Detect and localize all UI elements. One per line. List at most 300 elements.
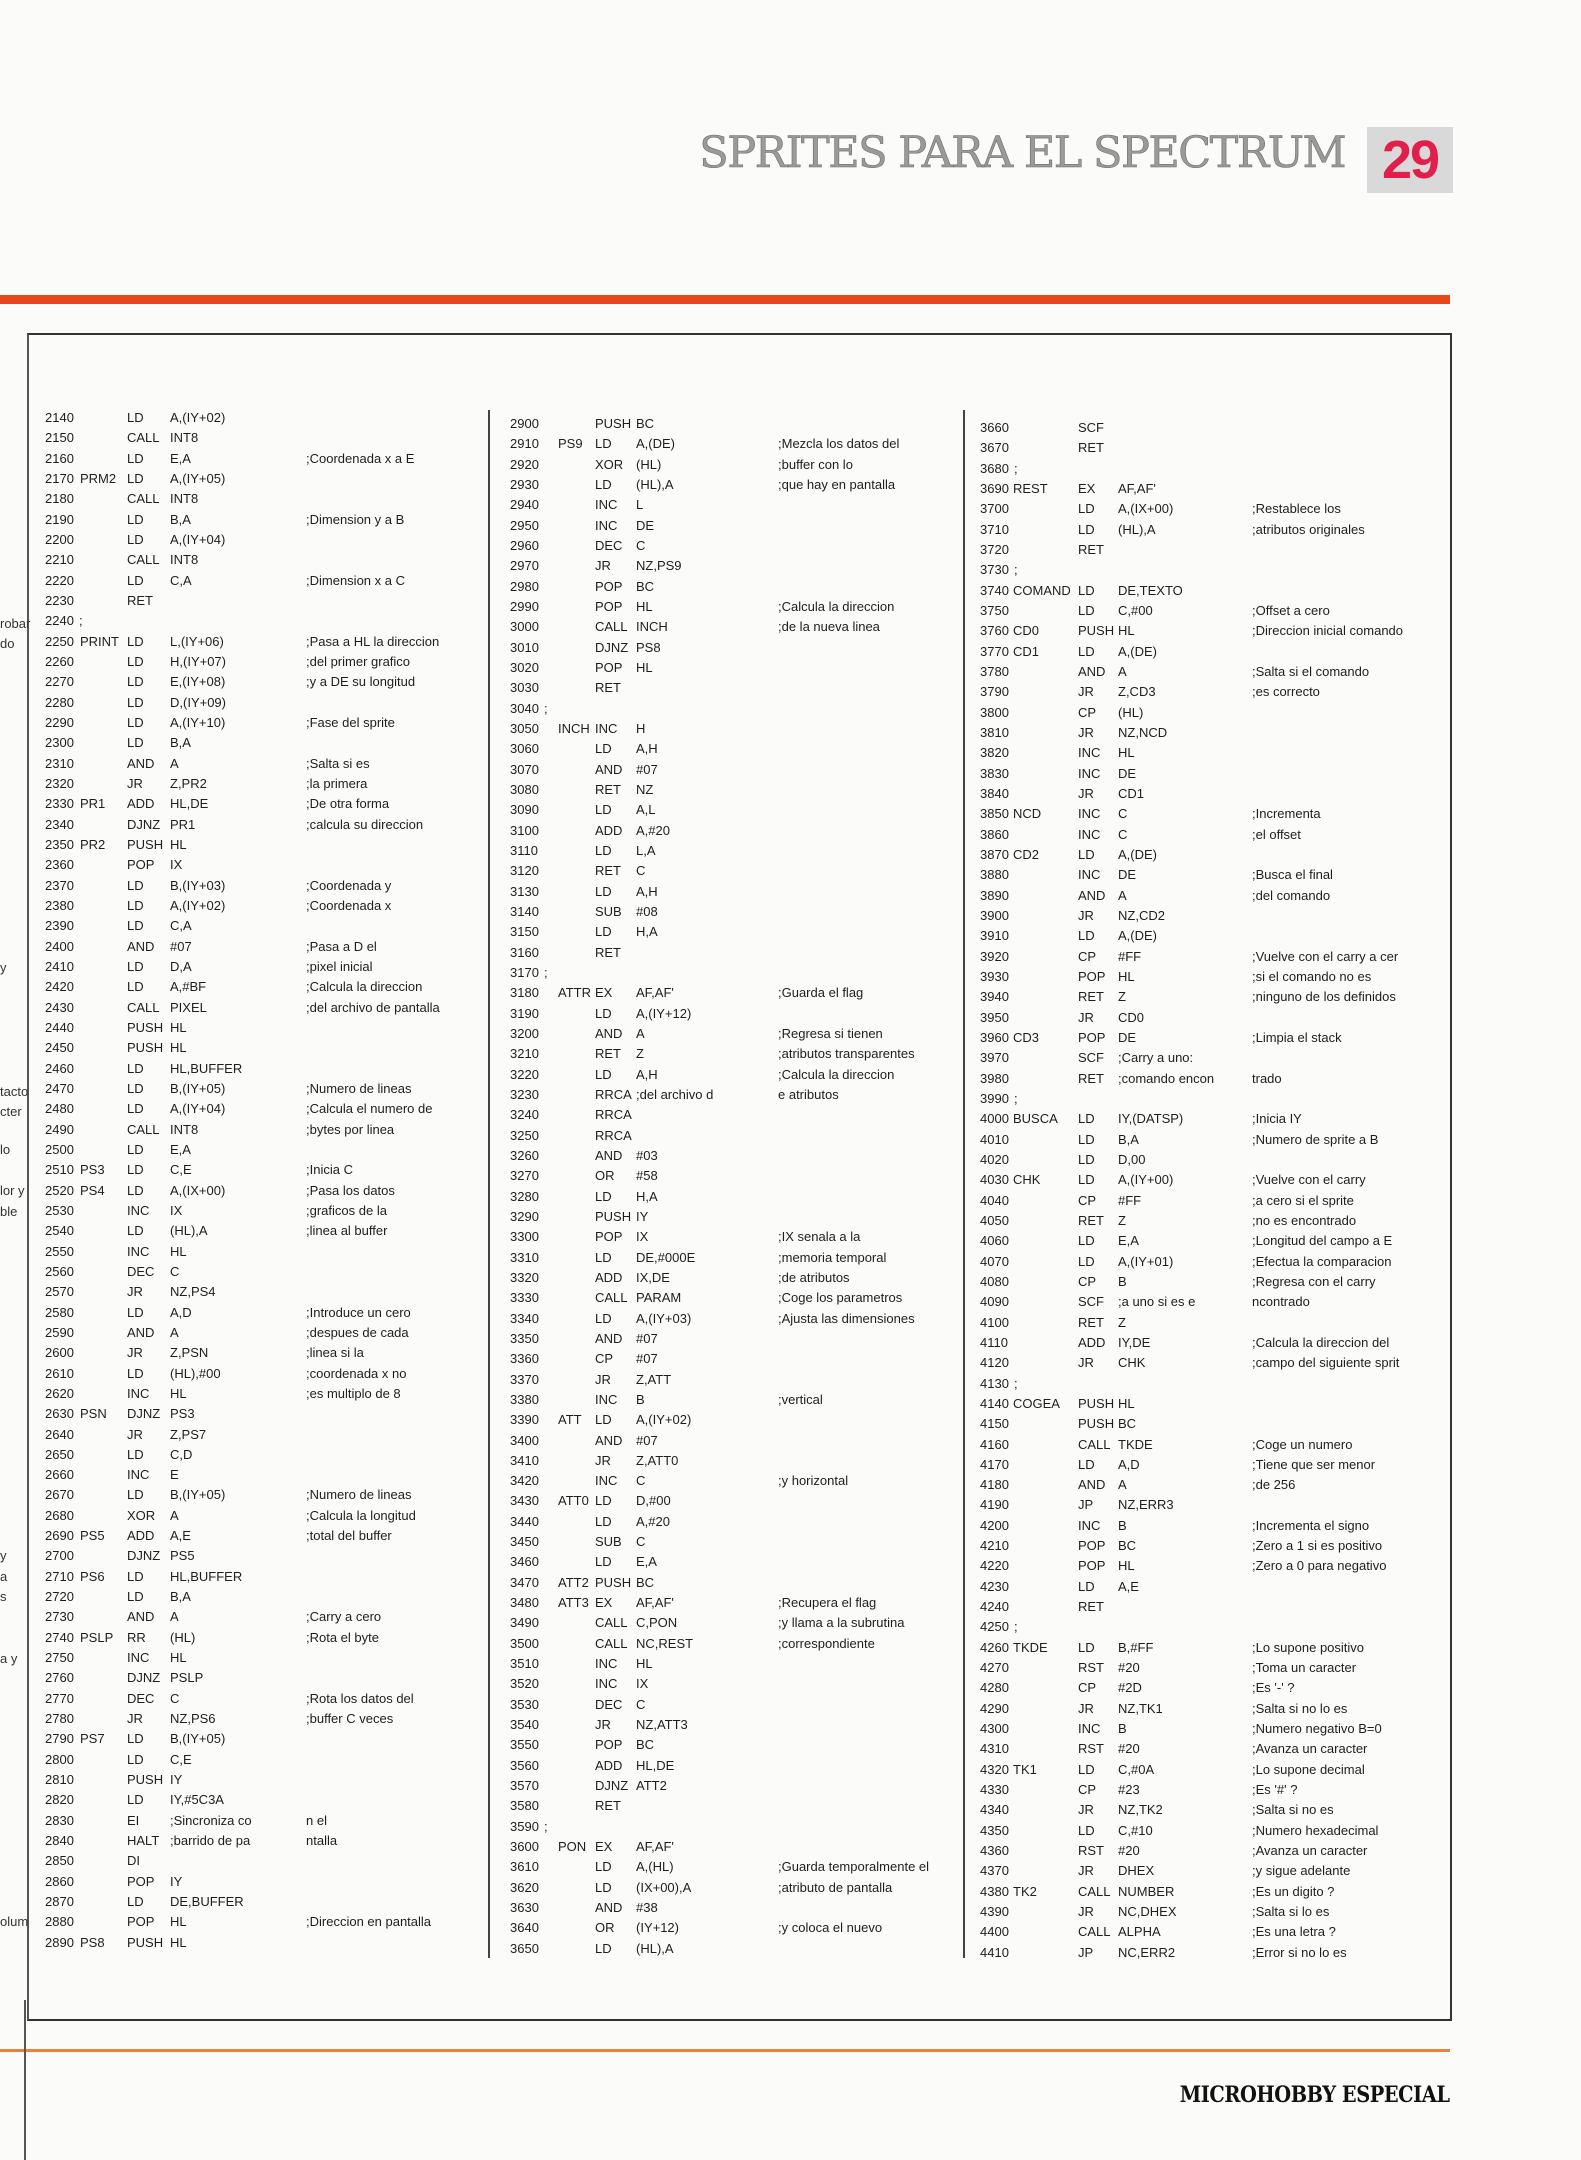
mnemonic: PUSH	[127, 836, 164, 852]
label: ATT2	[558, 1574, 589, 1590]
operand: A,(HL)	[636, 1859, 674, 1875]
line-number: 2200	[45, 531, 74, 547]
operand: A,(IY+04)	[170, 1101, 226, 1117]
line-number: 2940	[510, 497, 539, 513]
operand: CD1	[1118, 785, 1145, 801]
label: ATT3	[558, 1595, 589, 1611]
mnemonic: RST	[1078, 1741, 1104, 1757]
comment: ;Numero de lineas	[306, 1487, 412, 1503]
operand: NZ,PS6	[170, 1711, 216, 1727]
line-number: 4040	[980, 1192, 1009, 1208]
comment: ;Salta si el comando	[1252, 663, 1370, 679]
operand: NUMBER	[1118, 1883, 1175, 1899]
line-number: 2990	[510, 598, 539, 614]
mnemonic: INC	[1078, 1721, 1101, 1737]
mnemonic: LD	[595, 1940, 612, 1956]
operand: A	[636, 1025, 645, 1041]
comment: ;Salta si lo es	[1252, 1904, 1330, 1920]
line-number: 3690	[980, 480, 1009, 496]
mnemonic: RET	[595, 863, 621, 879]
mnemonic: LD	[1078, 602, 1095, 618]
line-number: 3910	[980, 928, 1009, 944]
operand: Z	[1118, 989, 1126, 1005]
line-number: 3960	[980, 1029, 1009, 1045]
line-number: 2860	[45, 1873, 74, 1889]
operand: #38	[636, 1900, 658, 1916]
comment: ;calcula su direccion	[306, 816, 424, 832]
line-number: 3330	[510, 1290, 539, 1306]
operand: IX	[636, 1676, 649, 1692]
line-number: 3130	[510, 883, 539, 899]
operand: NZ,PS4	[170, 1284, 216, 1300]
operand: IY	[170, 1772, 183, 1788]
line-number: 4160	[980, 1436, 1009, 1452]
margin-fragment: lo	[0, 1142, 11, 1157]
mnemonic: JR	[1078, 1355, 1094, 1371]
line-number: 3810	[980, 724, 1009, 740]
line-number: 3930	[980, 968, 1009, 984]
line-number: 3000	[510, 619, 539, 635]
line-number: 4400	[980, 1924, 1009, 1940]
comment: ;Pasa a D el	[306, 938, 377, 954]
operand: INCH	[636, 619, 668, 635]
mnemonic: LD	[595, 883, 612, 899]
mnemonic: INC	[595, 1656, 618, 1672]
mnemonic: INC	[595, 1473, 618, 1489]
line-number: 2680	[45, 1507, 74, 1523]
line-number: 3570	[510, 1778, 539, 1794]
operand: C,E	[170, 1162, 192, 1178]
margin-fragment: lor y	[0, 1183, 25, 1198]
line-number: 4170	[980, 1456, 1009, 1472]
label: CD3	[1013, 1029, 1040, 1045]
operand: NC,REST	[636, 1635, 694, 1651]
mnemonic: LD	[127, 1141, 144, 1157]
operand: C	[170, 1263, 180, 1279]
comment: ;Ajusta las dimensiones	[778, 1310, 915, 1326]
mnemonic: JR	[595, 1717, 611, 1733]
line-number: 2190	[45, 511, 74, 527]
comment: ncontrado	[1252, 1294, 1310, 1310]
line-number: 2410	[45, 958, 74, 974]
line-number: 3980	[980, 1070, 1009, 1086]
mnemonic: OR	[595, 1168, 615, 1184]
operand: DE	[1118, 867, 1137, 883]
line-number: 2850	[45, 1853, 74, 1869]
line-number: 3020	[510, 659, 539, 675]
label: ;	[1014, 562, 1018, 578]
mnemonic: POP	[595, 659, 623, 675]
mnemonic: AND	[127, 1609, 155, 1625]
operand: #FF	[1118, 948, 1142, 964]
line-number: 2780	[45, 1711, 74, 1727]
mnemonic: EX	[595, 1595, 613, 1611]
line-number: 3370	[510, 1371, 539, 1387]
mnemonic: INC	[595, 517, 618, 533]
operand: A,(DE)	[1118, 846, 1157, 862]
line-number: 4080	[980, 1273, 1009, 1289]
line-number: 3800	[980, 704, 1009, 720]
mnemonic: LD	[127, 633, 144, 649]
mnemonic: CP	[1078, 1680, 1097, 1696]
line-number: 3340	[510, 1310, 539, 1326]
comment: ;Calcula la longitud	[306, 1507, 416, 1523]
line-number: 2170	[45, 470, 74, 486]
mnemonic: RET	[1078, 1599, 1104, 1615]
operand: C	[636, 1473, 646, 1489]
operand: INT8	[170, 552, 199, 568]
label: REST	[1013, 480, 1048, 496]
comment: ;linea al buffer	[306, 1223, 388, 1239]
mnemonic: ADD	[595, 1757, 623, 1773]
mnemonic: LD	[1078, 846, 1095, 862]
operand: IY,(DATSP)	[1118, 1111, 1184, 1127]
label: TK1	[1013, 1761, 1037, 1777]
operand: A,L	[636, 802, 656, 818]
operand: NZ,ATT3	[636, 1717, 688, 1733]
comment: ;del comando	[1252, 887, 1331, 903]
operand: #07	[170, 938, 192, 954]
mnemonic: JR	[127, 1284, 143, 1300]
line-number: 3650	[510, 1940, 539, 1956]
operand: Z	[1118, 1212, 1126, 1228]
mnemonic: LD	[1078, 1578, 1095, 1594]
line-number: 2380	[45, 897, 74, 913]
line-number: 2420	[45, 979, 74, 995]
mnemonic: HALT	[127, 1833, 160, 1849]
operand: A,(IY+02)	[170, 897, 226, 913]
line-number: 3290	[510, 1208, 539, 1224]
label: PRM2	[80, 470, 117, 486]
comment: ;Vuelve con el carry a cer	[1252, 948, 1399, 964]
line-number: 2760	[45, 1670, 74, 1686]
operand: (HL),A	[636, 476, 674, 492]
line-number: 3860	[980, 826, 1009, 842]
operand: DE	[1118, 765, 1137, 781]
mnemonic: PUSH	[1078, 623, 1115, 639]
line-number: 3760	[980, 623, 1009, 639]
operand: IX,DE	[636, 1269, 670, 1285]
line-number: 3490	[510, 1615, 539, 1631]
label: ;	[1014, 460, 1018, 476]
operand: BC	[1118, 1416, 1137, 1432]
label: PSN	[80, 1406, 107, 1422]
mnemonic: PUSH	[127, 1772, 164, 1788]
mnemonic: LD	[127, 1060, 144, 1076]
mnemonic: RRCA	[595, 1086, 632, 1102]
operand: C	[636, 863, 646, 879]
operand: NZ,CD2	[1118, 907, 1165, 923]
line-number: 4390	[980, 1904, 1009, 1920]
mnemonic: RET	[1078, 440, 1104, 456]
mnemonic: RRCA	[595, 1127, 632, 1143]
page-title: SPRITES PARA EL SPECTRUM	[699, 128, 1345, 178]
mnemonic: INC	[1078, 826, 1101, 842]
mnemonic: AND	[595, 1900, 623, 1916]
label: ATT0	[558, 1493, 589, 1509]
operand: INT8	[170, 1121, 199, 1137]
mnemonic: DEC	[595, 1696, 623, 1712]
mnemonic: LD	[127, 877, 144, 893]
label: PR2	[80, 836, 106, 852]
line-number: 2920	[510, 456, 539, 472]
page-number: 29	[1381, 130, 1439, 190]
line-number: 4140	[980, 1395, 1009, 1411]
comment: ;de la nueva linea	[778, 619, 880, 635]
mnemonic: INC	[127, 1243, 150, 1259]
line-number: 4060	[980, 1233, 1009, 1249]
comment: ;pixel inicial	[306, 958, 373, 974]
mnemonic: JP	[1078, 1497, 1094, 1513]
mnemonic: LD	[127, 531, 144, 547]
line-number: 2950	[510, 517, 539, 533]
operand: A,#20	[636, 822, 670, 838]
operand: PARAM	[636, 1290, 682, 1306]
line-number: 2520	[45, 1182, 74, 1198]
operand: A,(DE)	[1118, 643, 1157, 659]
operand: HL	[170, 1385, 187, 1401]
line-number: 4000	[980, 1111, 1009, 1127]
operand: A,(DE)	[636, 436, 675, 452]
mnemonic: LD	[595, 741, 612, 757]
line-number: 3940	[980, 989, 1009, 1005]
operand: #07	[636, 1351, 658, 1367]
mnemonic: LD	[127, 1223, 144, 1239]
label: PS7	[80, 1731, 105, 1747]
mnemonic: POP	[595, 1737, 623, 1753]
comment: ;campo del siguiente sprit	[1252, 1355, 1400, 1371]
comment: ;y coloca el nuevo	[778, 1920, 883, 1936]
mnemonic: DJNZ	[127, 1670, 161, 1686]
comment: trado	[1252, 1070, 1282, 1086]
line-number: 3740	[980, 582, 1009, 598]
mnemonic: AND	[595, 1330, 623, 1346]
line-number: 2360	[45, 857, 74, 873]
mnemonic: LD	[127, 572, 144, 588]
mnemonic: INC	[127, 1650, 150, 1666]
publication-name: MICROHOBBY ESPECIAL	[1180, 2082, 1450, 2108]
line-number: 3600	[510, 1839, 539, 1855]
line-number: 3280	[510, 1188, 539, 1204]
mnemonic: OR	[595, 1920, 615, 1936]
mnemonic: CALL	[595, 1635, 628, 1651]
mnemonic: EX	[595, 1839, 613, 1855]
operand: B,(IY+05)	[170, 1080, 226, 1096]
mnemonic: CP	[1078, 948, 1097, 964]
mnemonic: LD	[127, 450, 144, 466]
mnemonic: LD	[595, 436, 612, 452]
line-number: 3880	[980, 867, 1009, 883]
operand: HL	[636, 598, 653, 614]
operand: C,PON	[636, 1615, 678, 1631]
line-number: 3200	[510, 1025, 539, 1041]
operand: D,(IY+09)	[170, 694, 226, 710]
operand: CHK	[1118, 1355, 1146, 1371]
comment: ;Dimension y a B	[306, 511, 405, 527]
operand: A,D	[170, 1304, 192, 1320]
line-number: 3870	[980, 846, 1009, 862]
operand: NZ,PS9	[636, 558, 682, 574]
mnemonic: LD	[127, 1101, 144, 1117]
operand: INT8	[170, 491, 199, 507]
line-number: 4180	[980, 1477, 1009, 1493]
operand: INT8	[170, 430, 199, 446]
mnemonic: SUB	[595, 903, 622, 919]
mnemonic: LD	[127, 918, 144, 934]
comment: ;Guarda temporalmente el	[778, 1859, 930, 1875]
operand: HL,DE	[636, 1757, 675, 1773]
line-number: 2340	[45, 816, 74, 832]
mnemonic: RET	[1078, 989, 1104, 1005]
mnemonic: DJNZ	[127, 1548, 161, 1564]
operand: HL	[636, 659, 653, 675]
operand: (HL),A	[170, 1223, 208, 1239]
operand: (HL),#00	[170, 1365, 221, 1381]
operand: ;a uno si es e	[1118, 1294, 1196, 1310]
line-number: 2690	[45, 1528, 74, 1544]
line-number: 2770	[45, 1690, 74, 1706]
line-number: 2260	[45, 653, 74, 669]
comment: ;memoria temporal	[778, 1249, 887, 1265]
mnemonic: JR	[127, 775, 143, 791]
comment: ;Calcula la direccion del	[1252, 1334, 1390, 1350]
mnemonic: SCF	[1078, 420, 1104, 435]
mnemonic: LD	[127, 674, 144, 690]
comment: ;Carry a cero	[306, 1609, 382, 1625]
mnemonic: INC	[1078, 1517, 1101, 1533]
mnemonic: LD	[127, 1487, 144, 1503]
line-number: 2550	[45, 1243, 74, 1259]
line-number: 3950	[980, 1009, 1009, 1025]
operand: B	[1118, 1721, 1127, 1737]
operand: HL	[636, 1656, 653, 1672]
comment: ;Salta si no es	[1252, 1802, 1334, 1818]
operand: Z,ATT0	[636, 1452, 679, 1468]
mnemonic: PUSH	[595, 1574, 632, 1590]
comment: ;Rota el byte	[306, 1629, 379, 1645]
mnemonic: POP	[1078, 968, 1106, 984]
line-number: 3970	[980, 1050, 1009, 1066]
comment: ;Guarda el flag	[778, 985, 864, 1001]
operand: NC,DHEX	[1118, 1904, 1177, 1920]
mnemonic: RET	[1078, 1212, 1104, 1228]
label: PON	[558, 1839, 587, 1855]
mnemonic: LD	[127, 511, 144, 527]
line-number: 3120	[510, 863, 539, 879]
comment: ;Regresa con el carry	[1252, 1273, 1376, 1289]
comment: ;Numero hexadecimal	[1252, 1822, 1379, 1838]
line-number: 4350	[980, 1822, 1009, 1838]
mnemonic: LD	[595, 1493, 612, 1509]
line-number: 4300	[980, 1721, 1009, 1737]
operand: A,D	[1118, 1456, 1140, 1472]
operand: E	[170, 1467, 179, 1483]
line-number: 3840	[980, 785, 1009, 801]
mnemonic: LD	[595, 842, 612, 858]
operand: PSLP	[170, 1670, 204, 1686]
operand: C,#0A	[1118, 1761, 1155, 1777]
operand: HL	[170, 1934, 187, 1950]
line-number: 3190	[510, 1005, 539, 1021]
operand: DE	[636, 517, 655, 533]
mnemonic: PUSH	[1078, 1395, 1115, 1411]
mnemonic: POP	[1078, 1538, 1106, 1554]
operand: #07	[636, 1432, 658, 1448]
line-number: 3210	[510, 1046, 539, 1062]
line-number: 2810	[45, 1772, 74, 1788]
line-number: 2800	[45, 1751, 74, 1767]
line-number: 4020	[980, 1151, 1009, 1167]
operand: H,(IY+07)	[170, 653, 226, 669]
line-number: 2790	[45, 1731, 74, 1747]
mnemonic: LD	[127, 470, 144, 486]
label: CD1	[1013, 643, 1040, 659]
mnemonic: LD	[595, 1554, 612, 1570]
operand: A,(IY+02)	[636, 1412, 692, 1428]
mnemonic: LD	[595, 1513, 612, 1529]
line-number: 3460	[510, 1554, 539, 1570]
operand: A	[170, 1507, 179, 1523]
comment: ;despues de cada	[306, 1324, 409, 1340]
operand: C	[636, 1696, 646, 1712]
line-number: 2710	[45, 1568, 74, 1584]
label: INCH	[558, 720, 590, 736]
comment: ;vertical	[778, 1391, 823, 1407]
line-number: 3220	[510, 1066, 539, 1082]
operand: (HL)	[170, 1629, 196, 1645]
mnemonic: LD	[127, 1365, 144, 1381]
header-accent-bar	[0, 295, 1450, 304]
label: ;	[544, 700, 548, 716]
line-number: 2310	[45, 755, 74, 771]
comment: ;linea si la	[306, 1345, 364, 1361]
mnemonic: LD	[1078, 1253, 1095, 1269]
line-number: 3390	[510, 1412, 539, 1428]
mnemonic: LD	[595, 1310, 612, 1326]
operand: BC	[636, 416, 655, 431]
operand: A,H	[636, 1066, 658, 1082]
mnemonic: JR	[1078, 1009, 1094, 1025]
operand: BC	[636, 1574, 655, 1590]
line-number: 3250	[510, 1127, 539, 1143]
operand: B	[1118, 1273, 1127, 1289]
mnemonic: INC	[1078, 867, 1101, 883]
operand: C,#10	[1118, 1822, 1153, 1838]
mnemonic: CALL	[127, 1121, 160, 1137]
mnemonic: AND	[127, 938, 155, 954]
mnemonic: CALL	[127, 491, 160, 507]
operand: HL	[1118, 1558, 1135, 1574]
column-divider	[488, 410, 490, 1958]
comment: ;Busca el final	[1252, 867, 1333, 883]
operand: HL,BUFFER	[170, 1568, 243, 1584]
mnemonic: JR	[595, 558, 611, 574]
mnemonic: JR	[1078, 785, 1094, 801]
mnemonic: LD	[1078, 1761, 1095, 1777]
mnemonic: DI	[127, 1853, 140, 1869]
comment: ;Avanza un caracter	[1252, 1843, 1368, 1859]
operand: CD0	[1118, 1009, 1145, 1025]
margin-fragment: a	[0, 1569, 8, 1584]
label: PS6	[80, 1568, 105, 1584]
line-number: 4370	[980, 1863, 1009, 1879]
line-number: 4200	[980, 1517, 1009, 1533]
line-number: 2330	[45, 796, 74, 812]
mnemonic: CALL	[595, 1290, 628, 1306]
operand: C	[636, 1534, 646, 1550]
operand: A,H	[636, 741, 658, 757]
operand: Z,CD3	[1118, 684, 1156, 700]
